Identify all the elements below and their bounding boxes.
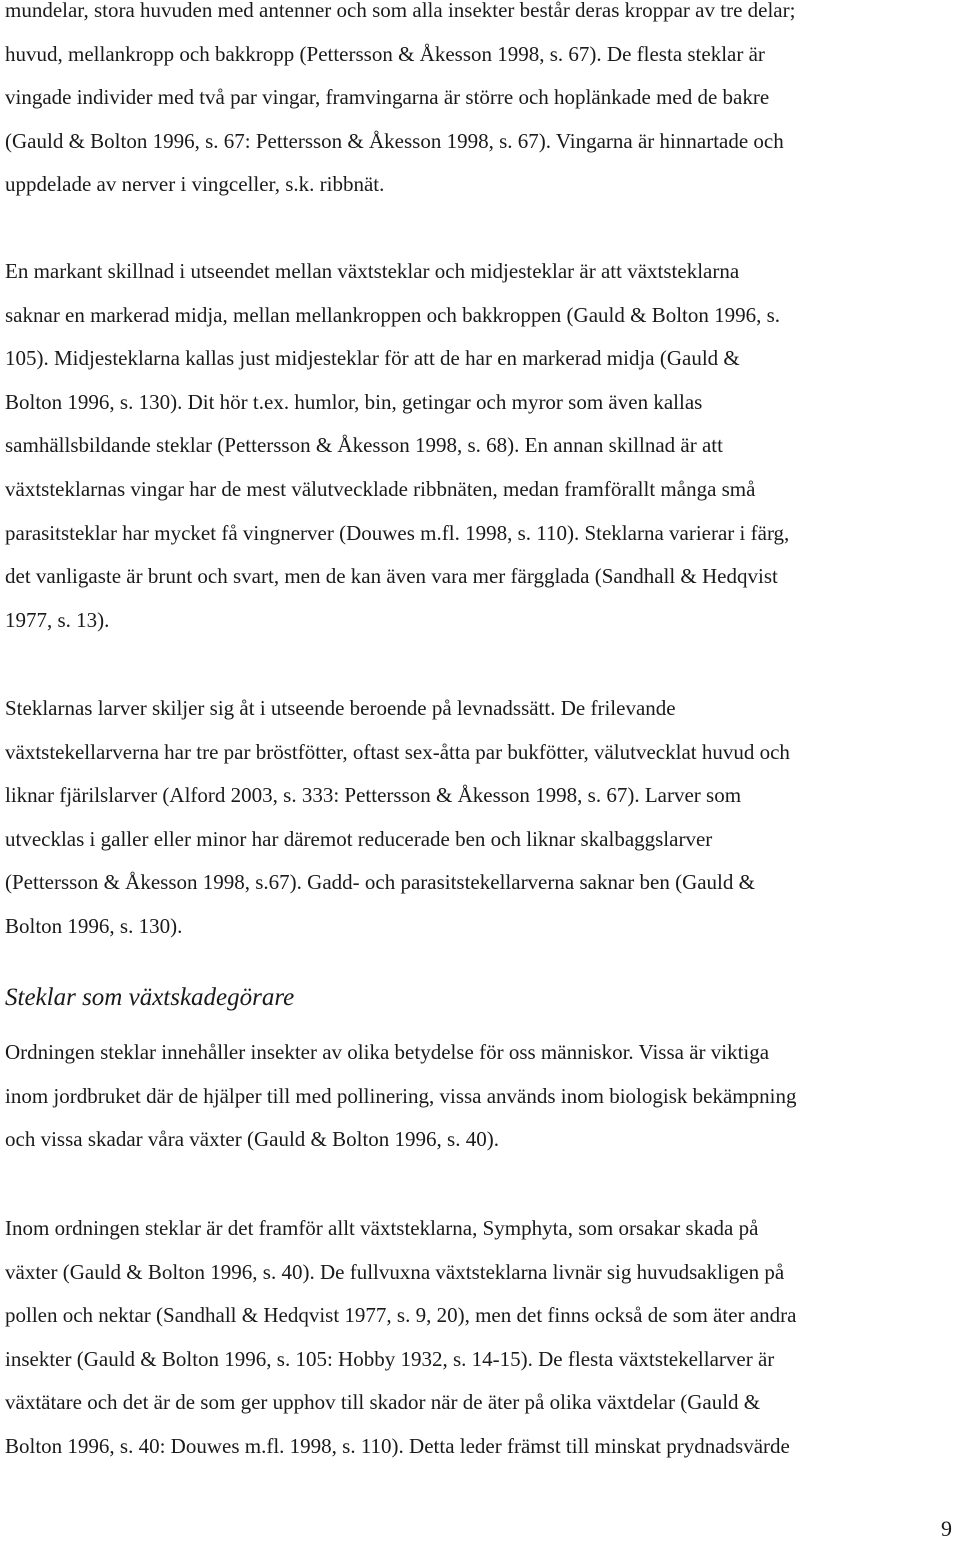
text-line: (Pettersson & Åkesson 1998, s.67). Gadd- och parasitstekellarverna saknar ben (Gauld & xyxy=(5,870,755,895)
text-line: det vanligaste är brunt och svart, men de kan även vara mer färgglada (Sandhall & Hedqvist xyxy=(5,564,778,589)
section-heading: Steklar som växtskadegörare xyxy=(5,984,295,1011)
text-line: 105). Midjesteklarna kallas just midjesteklar för att de har en markerad midja (Gauld & xyxy=(5,346,740,371)
text-line: pollen och nektar (Sandhall & Hedqvist 1977, s. 9, 20), men det finns också de som äter andra xyxy=(5,1303,797,1328)
text-line: En markant skillnad i utseendet mellan växtsteklar och midjesteklar är att växtsteklarna xyxy=(5,259,740,283)
text-line: växtsteklarnas vingar har de mest välutvecklade ribbnäten, medan framförallt många små xyxy=(5,476,756,501)
text-line: parasitsteklar har mycket få vingnerver (Douwes m.fl. 1998, s. 110). Steklarna varierar i färg, xyxy=(5,520,790,545)
text-line: växtstekellarverna har tre par bröstfötter, oftast sex-åtta par bukfötter, välutvecklat huvud och xyxy=(5,739,790,764)
text-line: 1977, s. 13). xyxy=(5,607,110,632)
text-line: samhällsbildande steklar (Pettersson & Åkesson 1998, s. 68). En annan skillnad är att xyxy=(5,433,723,458)
text-line: saknar en markerad midja, mellan mellankroppen och bakkroppen (Gauld & Bolton 1996, s. xyxy=(5,302,781,327)
paragraph-insect-anatomy xyxy=(5,0,795,207)
text-line: liknar fjärilslarver (Alford 2003, s. 333: Pettersson & Åkesson 1998, s. 67). Larver som xyxy=(5,783,742,808)
text-line: mundelar, stora huvuden med antenner och som alla insekter består deras kroppar av tre delar; xyxy=(5,0,796,22)
paragraph-order-significance xyxy=(5,1031,796,1162)
text-line: växtätare och det är de som ger upphov till skador när de äter på olika växtdelar (Gauld & xyxy=(5,1390,761,1415)
text-line: växter (Gauld & Bolton 1996, s. 40). De fullvuxna växtsteklarna livnär sig huvudsakligen på xyxy=(5,1259,785,1284)
text-line: Bolton 1996, s. 130). Dit hör t.ex. humlor, bin, getingar och myror som även kallas xyxy=(5,389,703,414)
paragraph-larvae xyxy=(5,687,790,949)
text-line: Bolton 1996, s. 40: Douwes m.fl. 1998, s. 110). Detta leder främst till minskat prydnadsvärde xyxy=(5,1433,790,1458)
text-line: och vissa skadar våra växter (Gauld & Bolton 1996, s. 40). xyxy=(5,1127,499,1152)
text-line: uppdelade av nerver i vingceller, s.k. ribbnät. xyxy=(5,172,385,197)
text-line: vingade individer med två par vingar, framvingarna är större och hoplänkade med de bakre xyxy=(5,85,770,110)
text-line: Bolton 1996, s. 130). xyxy=(5,913,183,938)
text-line: huvud, mellankropp och bakkropp (Pettersson & Åkesson 1998, s. 67). De flesta steklar är xyxy=(5,41,765,66)
text-line: (Gauld & Bolton 1996, s. 67: Pettersson & Åkesson 1998, s. 67). Vingarna är hinnartade och xyxy=(5,128,784,153)
text-line: insekter (Gauld & Bolton 1996, s. 105: Hobby 1932, s. 14-15). De flesta växtstekellarver är xyxy=(5,1346,775,1371)
page-number: 9 xyxy=(941,1516,952,1541)
text-line: Inom ordningen steklar är det framför allt växtsteklarna, Symphyta, som orsakar skada på xyxy=(5,1216,759,1240)
text-line: Ordningen steklar innehåller insekter av olika betydelse för oss människor. Vissa är viktiga xyxy=(5,1040,770,1064)
paragraph-sawfly-damage xyxy=(5,1207,796,1469)
text-line: Steklarnas larver skiljer sig åt i utseende beroende på levnadssätt. De frilevande xyxy=(5,696,676,720)
paragraph-sawfly-waist-difference xyxy=(5,250,789,642)
text-line: utvecklas i galler eller minor har däremot reducerade ben och liknar skalbaggslarver xyxy=(5,826,713,851)
text-line: inom jordbruket där de hjälper till med pollinering, vissa används inom biologisk bekämpning xyxy=(5,1083,797,1108)
